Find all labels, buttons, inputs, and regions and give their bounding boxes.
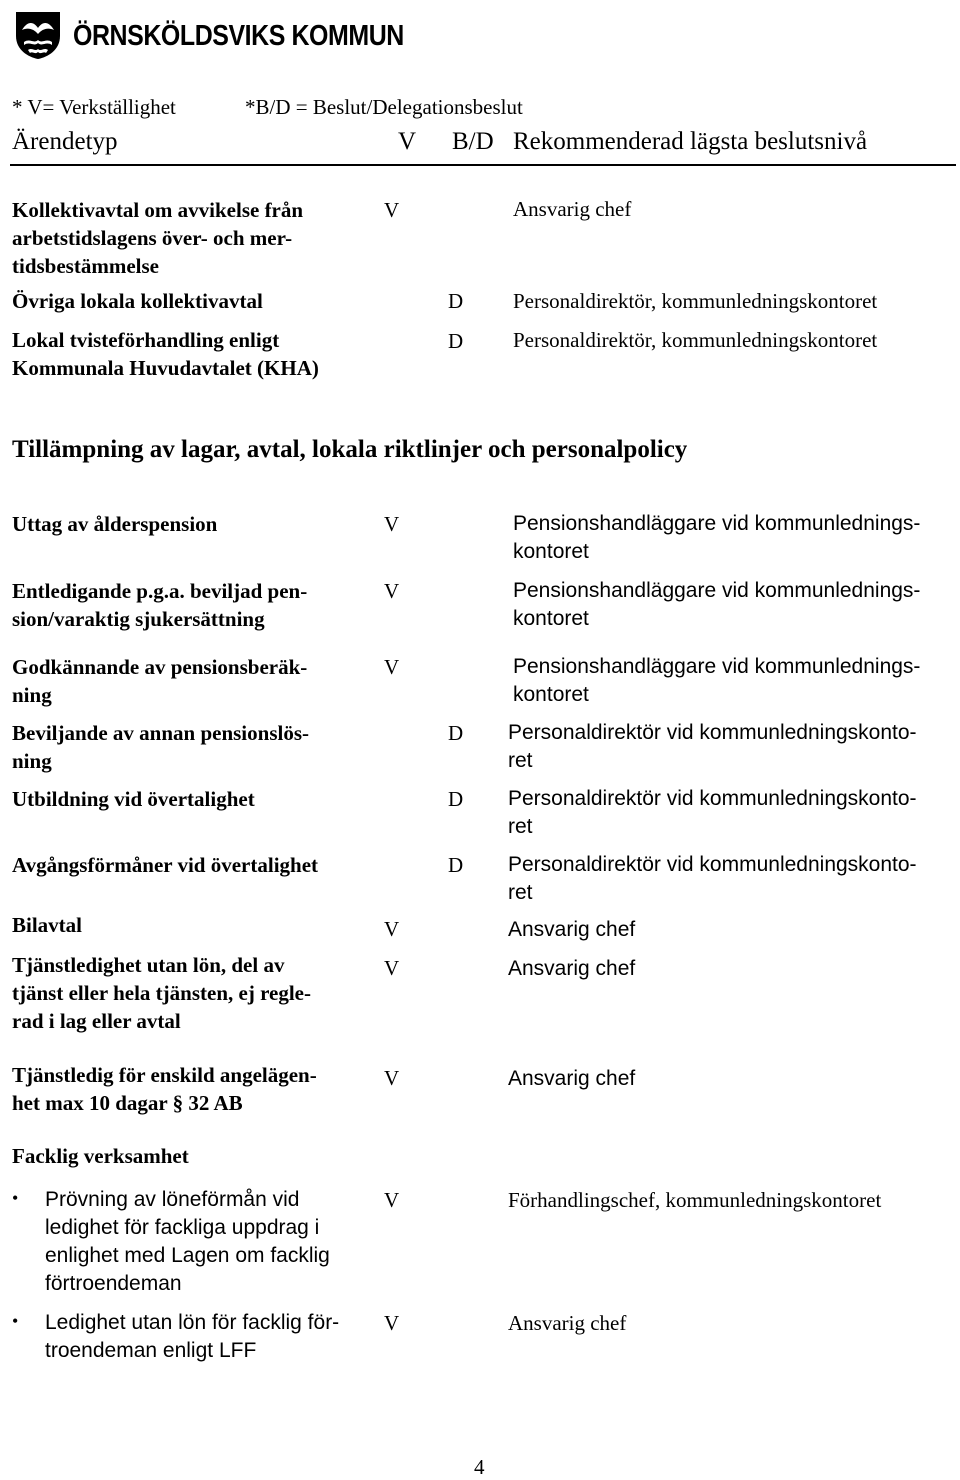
- row-code: V: [384, 198, 400, 222]
- row-level: Personaldirektör, kommunledningskontoret: [513, 289, 878, 313]
- row-code: D: [448, 329, 464, 353]
- union-item-type: Prövning av löneförmån vid ledighet för fackliga uppdrag i enlighet med Lagen om facklig förtroendeman: [45, 1188, 330, 1295]
- bullet-icon: •: [12, 1188, 19, 1208]
- row-type: Lokal tvisteförhandling enligt Kommunala Huvudavtalet (KHA): [12, 328, 319, 380]
- row-level: Pensionshandläggare vid kommunlednings- kontoret: [513, 579, 921, 630]
- municipal-coat-of-arms-icon: [14, 10, 62, 60]
- column-header-v: V: [398, 128, 417, 155]
- row-type: Utbildning vid övertalighet: [12, 787, 255, 811]
- row-code: V: [384, 512, 400, 536]
- legend-v: * V= Verkställighet: [12, 95, 176, 119]
- row-type: Kollektivavtal om avvikelse från arbetstidslagens över- och mer- tidsbestämmelse: [12, 198, 304, 278]
- row-code: V: [384, 655, 400, 679]
- row-level: Förhandlingschef, kommunledningskontoret: [508, 1188, 882, 1212]
- section-title: Tillämpning av lagar, avtal, lokala riktlinjer och personalpolicy: [12, 436, 688, 463]
- row-type: Uttag av ålderspension: [12, 512, 218, 536]
- row-type: Entledigande p.g.a. beviljad pen- sion/varaktig sjukersättning: [12, 579, 308, 631]
- row-type: Övriga lokala kollektivavtal: [12, 289, 263, 313]
- row-type: Bilavtal: [12, 913, 83, 937]
- row-level: Pensionshandläggare vid kommunlednings- kontoret: [513, 655, 921, 706]
- row-code: V: [384, 1066, 400, 1090]
- union-item-type: Ledighet utan lön för facklig för- troendeman enligt LFF: [45, 1311, 340, 1362]
- row-level: Ansvarig chef: [513, 197, 632, 221]
- org-name: ÖRNSKÖLDSVIKS KOMMUN: [73, 20, 404, 52]
- column-header-type: Ärendetyp: [12, 128, 118, 155]
- row-type: Avgångsförmåner vid övertalighet: [12, 853, 319, 877]
- row-type: Godkännande av pensionsberäk- ning: [12, 655, 308, 707]
- row-code: D: [448, 289, 464, 313]
- row-type: Tjänstledig för enskild angelägen- het max 10 dagar § 32 AB: [12, 1063, 317, 1115]
- row-level: Personaldirektör vid kommunledningskonto- ret: [508, 853, 917, 904]
- row-code: V: [384, 1188, 400, 1212]
- column-header-bd: B/D: [452, 128, 494, 155]
- row-level: Personaldirektör vid kommunledningskonto- ret: [508, 721, 917, 772]
- header-divider: [10, 164, 956, 166]
- row-level: Ansvarig chef: [508, 918, 636, 941]
- legend-bd: *B/D = Beslut/Delegationsbeslut: [245, 95, 523, 119]
- row-code: D: [448, 721, 464, 745]
- row-type: Tjänstledighet utan lön, del av tjänst eller hela tjänsten, ej regle- rad i lag eller avtal: [12, 953, 311, 1033]
- row-level: Personaldirektör vid kommunledningskonto- ret: [508, 787, 917, 838]
- column-header-level: Rekommenderad lägsta beslutsnivå: [513, 128, 868, 155]
- row-code: V: [384, 917, 400, 941]
- row-type: Beviljande av annan pensionslös- ning: [12, 721, 309, 773]
- row-level: Ansvarig chef: [508, 1067, 636, 1090]
- row-code: V: [384, 579, 400, 603]
- row-code: V: [384, 1311, 400, 1335]
- row-level: Ansvarig chef: [508, 957, 636, 980]
- bullet-icon: •: [12, 1311, 19, 1331]
- row-level: Ansvarig chef: [508, 1311, 627, 1335]
- union-title: Facklig verksamhet: [12, 1144, 189, 1168]
- row-code: D: [448, 787, 464, 811]
- row-level: Personaldirektör, kommunledningskontoret: [513, 328, 878, 352]
- row-code: D: [448, 853, 464, 877]
- row-level: Pensionshandläggare vid kommunlednings- kontoret: [513, 512, 921, 563]
- row-code: V: [384, 956, 400, 980]
- page-number: 4: [474, 1455, 485, 1479]
